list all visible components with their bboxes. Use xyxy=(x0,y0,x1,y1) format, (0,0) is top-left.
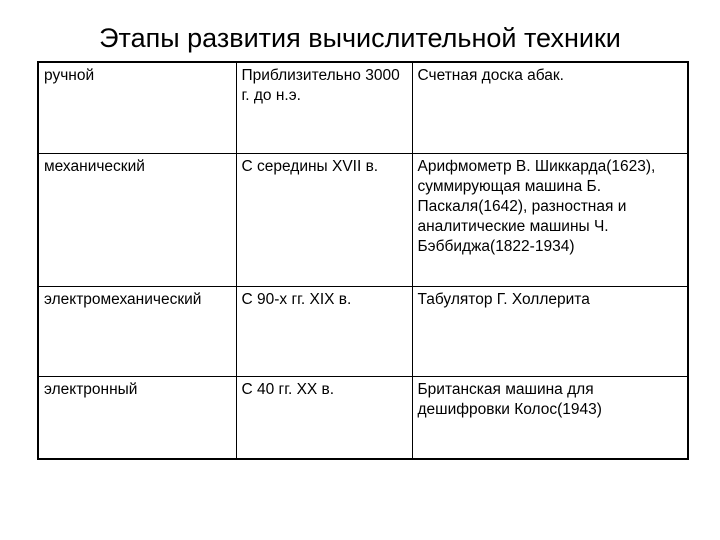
stages-table xyxy=(37,61,689,460)
table-row xyxy=(38,153,688,286)
stage-cell: электромеханический xyxy=(38,286,236,376)
stage-cell: электронный xyxy=(38,376,236,459)
table-row xyxy=(38,286,688,376)
device-cell: Арифмометр В. Шиккарда(1623), суммирующая машина Б. Паскаля(1642), разностная и аналитические машины Ч. Бэббиджа(1822-1934) xyxy=(412,153,688,286)
stage-cell: механический xyxy=(38,153,236,286)
period-cell: С середины XVII в. xyxy=(236,153,412,286)
table-row xyxy=(38,62,688,153)
device-cell: Счетная доска абак. xyxy=(412,62,688,153)
period-cell: С 90-х гг. XIX в. xyxy=(236,286,412,376)
period-cell: Приблизительно 3000 г. до н.э. xyxy=(236,62,412,153)
stage-cell: ручной xyxy=(38,62,236,153)
table-row xyxy=(38,376,688,459)
device-cell: Британская машина для дешифровки Колос(1943) xyxy=(412,376,688,459)
device-cell: Табулятор Г. Холлерита xyxy=(412,286,688,376)
slide-title: Этапы развития вычислительной техники xyxy=(99,23,621,53)
period-cell: С 40 гг. XX в. xyxy=(236,376,412,459)
